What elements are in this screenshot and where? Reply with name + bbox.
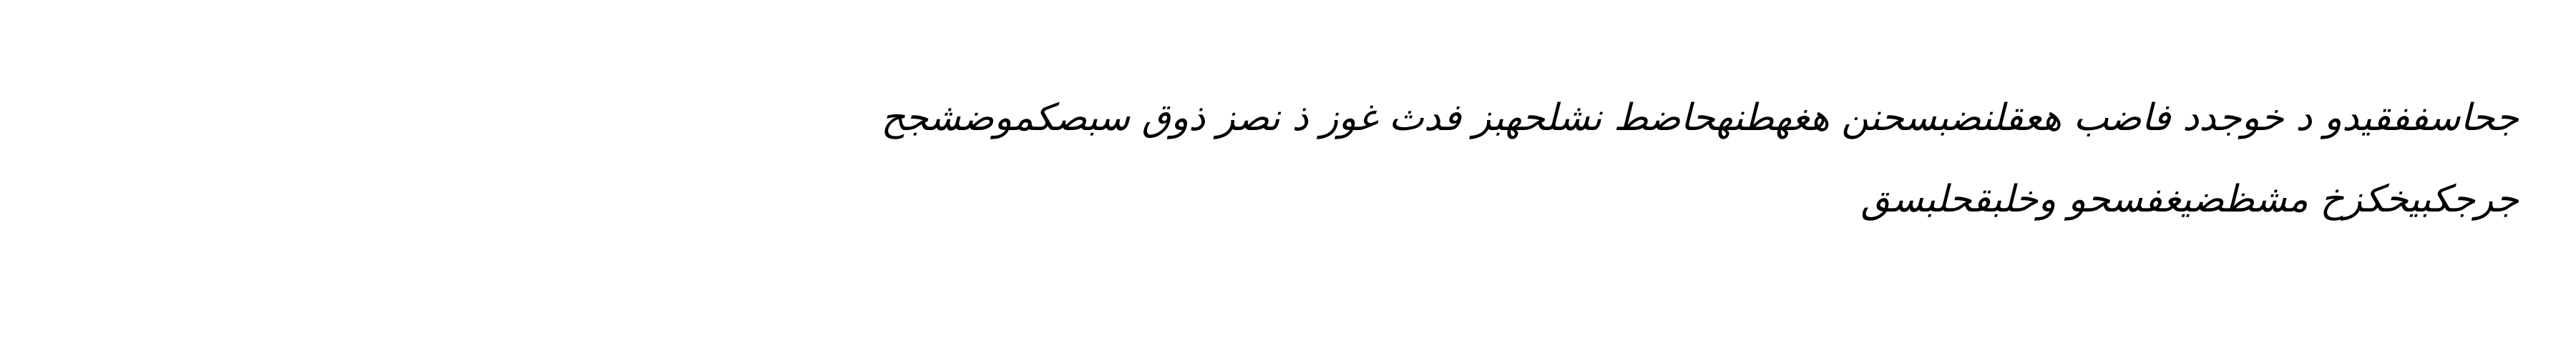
text-line-1: جحاسففقيدو د خوجدد فاضب هعقلنضبسحنن هغهطنهحاضط نشلحهبز فدث غوز ذ نصز ذوق سبصكموضشجح (881, 96, 2519, 139)
text-line-2: جرجكبيخكزخ مشظضيغفسحو وخلبقحلبسق (1860, 178, 2519, 221)
arabic-text-block (301, 77, 2519, 240)
